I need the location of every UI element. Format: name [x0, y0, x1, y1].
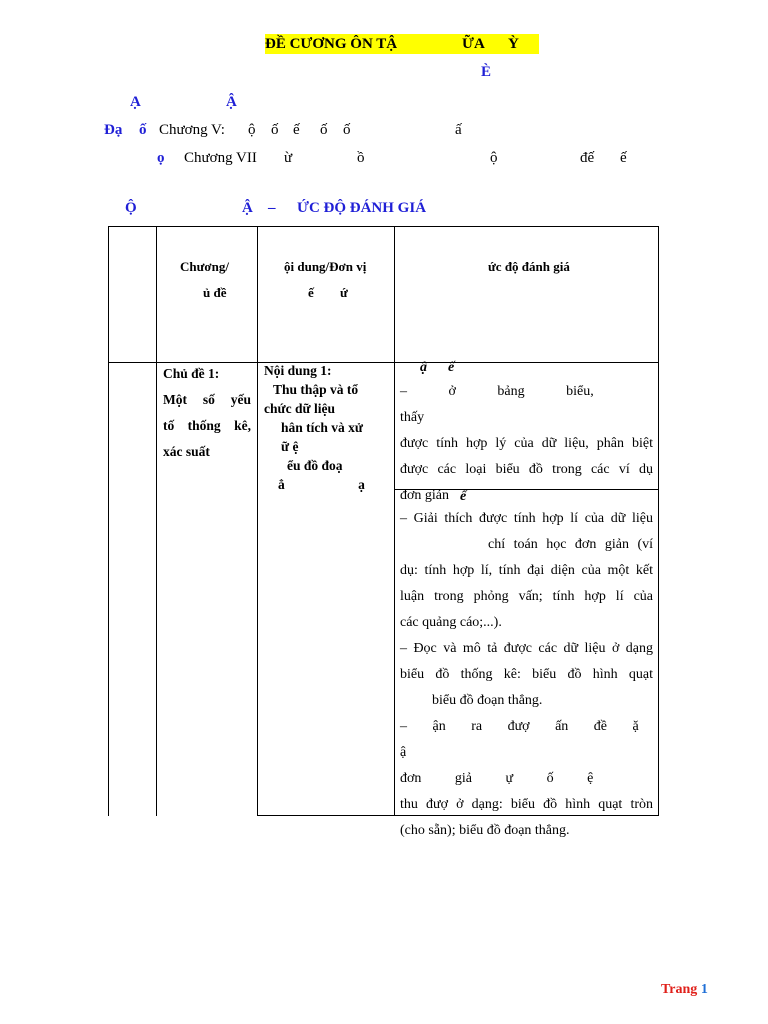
section-a-left: Ạ	[130, 94, 141, 110]
dai-frag: ộ	[248, 122, 256, 138]
hinh-frag: ộ	[490, 150, 498, 166]
nhanbiet-cell: ậ ế – ở bảng biểu, thấy được tính hợp lý của dữ liệu, phân biệt được các loại biểu đồ trong các ví dụ đơn giản	[400, 360, 653, 503]
hinh-frag: ừ	[284, 150, 293, 166]
thonghieu-cell: ể – Giải thích được tính hợp lí của dữ liệu chí toán học đơn giản (ví dụ: tính hợp lí, tính đại diện của một kết luận trong phỏng vấn; tính hợp lí của các quảng cáo;...). – Đọc và mô tả được các dữ liệu ở dạng biểu đồ thống kê: biểu đồ hình quạt biểu đồ đoạn thẳng. – ận ra đượ ấn đề ặ ậ đơn giả ự ố ệ thu đượ ở dạng: biểu đồ hình quạt tròn (cho sẵn); biểu đồ đoạn thẳng.	[400, 489, 653, 838]
assessment-table	[108, 226, 659, 838]
dai-mid: ố	[139, 122, 147, 138]
dai-frag: ế	[293, 122, 300, 138]
document-title	[265, 34, 539, 54]
header-chuong: Chương/ ủ đề	[180, 259, 229, 300]
noidung-cell: Nội dung 1: Thu thập và tổ chức dữ liệu hân tích và xử ữ ệ ểu đồ đoạ ẳ ạ	[264, 363, 365, 492]
hinh-label: ọ	[157, 150, 165, 166]
page-number: 1	[700, 982, 708, 997]
section-b-3: –	[268, 200, 276, 216]
header-mucdo: ức độ đánh giá	[488, 259, 570, 274]
title-part-1: ĐỀ CƯƠNG ÔN TẬ	[265, 36, 398, 52]
page-footer	[661, 982, 708, 998]
hinh-text: Chương VII	[184, 150, 257, 166]
subtitle: È	[481, 64, 492, 80]
hinh-frag: đế	[580, 150, 595, 166]
section-b-4: ỨC ĐỘ ĐÁNH GIÁ	[297, 200, 427, 216]
dai-label: Đạ	[104, 122, 123, 138]
chude-cell: Chủ đề 1: Một số yếu tố thống kê, xác suất	[163, 366, 251, 459]
section-b-1: Ộ	[125, 200, 137, 216]
hinh-frag: ồ	[357, 150, 365, 166]
dai-frag: ấ	[455, 122, 462, 138]
section-b-2: Ậ	[242, 200, 253, 216]
header-noidung: ội dung/Đơn vị ế ứ	[284, 259, 367, 300]
dai-frag: ố	[271, 122, 279, 138]
dai-text: Chương V:	[159, 122, 225, 138]
dai-frag: ố	[343, 122, 351, 138]
page-label: Trang	[661, 982, 698, 997]
section-a-right: Ậ	[226, 94, 237, 110]
dai-frag: ố	[320, 122, 328, 138]
hinh-frag: ế	[620, 150, 627, 166]
title-part-3: Ỳ	[508, 36, 519, 52]
title-part-2: ỮA	[462, 36, 485, 52]
